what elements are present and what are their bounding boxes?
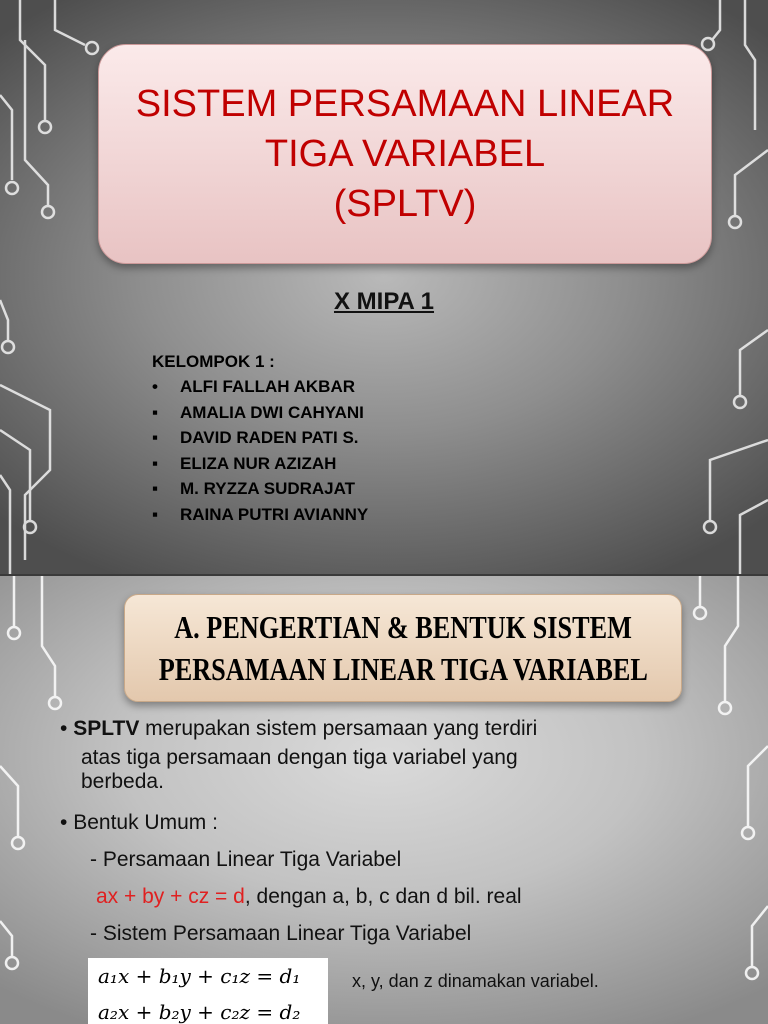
definition-line-3: berbeda.	[81, 770, 164, 793]
bullet: ▪	[152, 453, 159, 473]
bentuk-umum-label: Bentuk Umum :	[73, 811, 218, 834]
class-name	[0, 288, 768, 316]
subheading-pltv: - Persamaan Linear Tiga Variabel	[90, 848, 402, 871]
bullet: ▪	[152, 479, 159, 498]
bullet: ▪	[152, 402, 159, 422]
title-line-3: (SPLTV)	[333, 183, 477, 225]
bullet: ▪	[152, 428, 159, 447]
section-heading-line-1: A. PENGERTIAN & BENTUK SISTEM	[174, 609, 632, 645]
title-line-1: SISTEM PERSAMAAN LINEAR	[135, 83, 675, 125]
definition-line-1	[60, 717, 537, 741]
list-item	[152, 451, 368, 477]
equation-line	[96, 885, 522, 909]
section-heading-box	[124, 594, 682, 702]
general-equation: ax + by + cz = d	[96, 885, 245, 908]
formula-line-1: a₁x + b₁y + c₁z = d₁	[98, 964, 301, 988]
list-item	[152, 374, 368, 400]
bullet: ▪	[152, 504, 159, 524]
definition-text: merupakan sistem persamaan yang terdiri	[139, 717, 538, 740]
content-slide	[0, 576, 768, 1024]
subheading-spltv: - Sistem Persamaan Linear Tiga Variabel	[90, 922, 472, 945]
group-list	[152, 350, 368, 527]
bullet: •	[152, 377, 158, 396]
system-formula-image	[88, 958, 328, 1024]
member-name: DAVID RADEN PATI S.	[180, 428, 359, 447]
definition-term: SPLTV	[73, 717, 140, 740]
bullet: •	[60, 811, 68, 834]
class-name-text: X MIPA 1	[333, 288, 435, 315]
title-line-2: TIGA VARIABEL	[264, 133, 546, 175]
bullet: •	[60, 717, 68, 740]
member-name: ELIZA NUR AZIZAH	[180, 453, 337, 473]
bentuk-umum-line	[60, 811, 218, 835]
member-name: ALFI FALLAH AKBAR	[180, 377, 356, 396]
list-item	[152, 502, 368, 528]
member-name: AMALIA DWI CAHYANI	[180, 402, 364, 422]
group-title: KELOMPOK 1 :	[152, 352, 275, 371]
member-name: RAINA PUTRI AVIANNY	[180, 504, 369, 524]
formula-line-2: a₂x + b₂y + c₂z = d₂	[98, 1000, 301, 1024]
title-box	[98, 44, 712, 264]
list-item	[152, 400, 368, 426]
equation-description: , dengan a, b, c dan d bil. real	[244, 885, 522, 908]
member-name: M. RYZZA SUDRAJAT	[180, 479, 356, 498]
list-item	[152, 476, 368, 502]
variables-note: x, y, dan z dinamakan variabel.	[352, 971, 599, 991]
section-heading-line-2: PERSAMAAN LINEAR TIGA VARIABEL	[158, 651, 648, 687]
definition-line-2: atas tiga persamaan dengan tiga variabel yang	[81, 746, 518, 769]
list-item	[152, 425, 368, 451]
